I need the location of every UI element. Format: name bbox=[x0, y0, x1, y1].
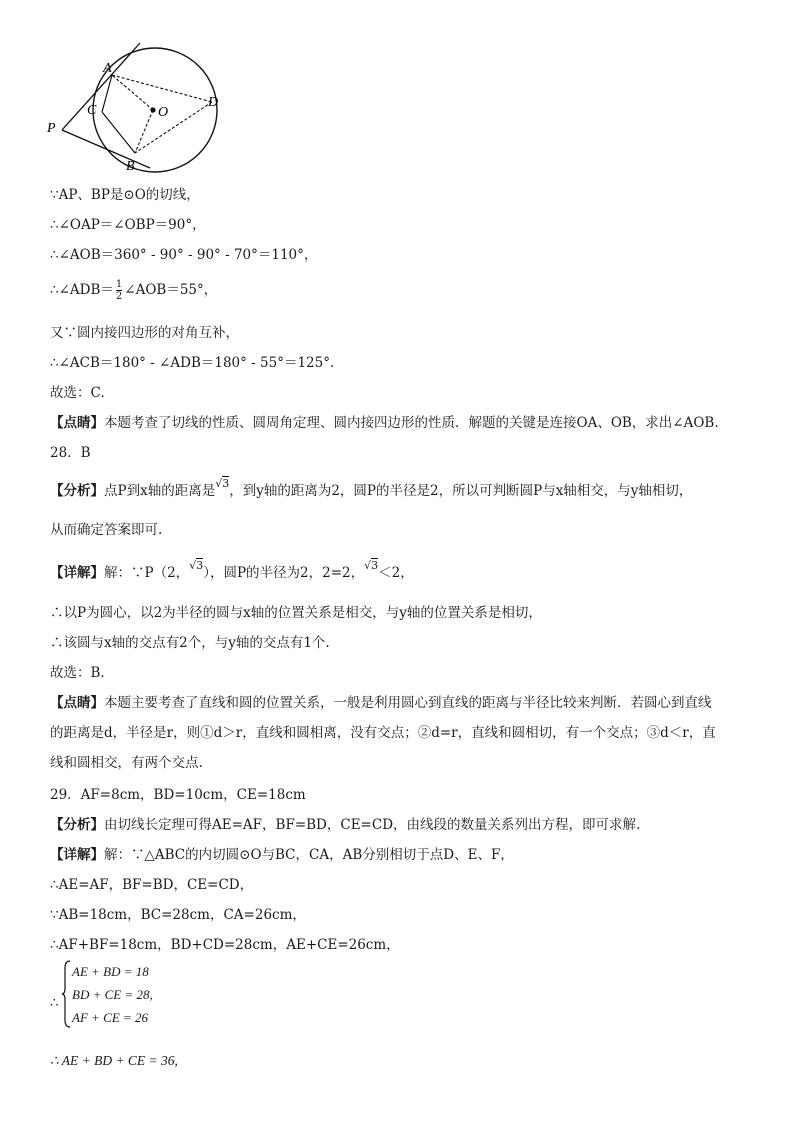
sqrt-radicand: 3 bbox=[196, 559, 204, 572]
sqrt-expression: √3 bbox=[189, 559, 204, 572]
text-segment: ），圆P的半径为2，2=2， bbox=[203, 565, 365, 581]
text-segment: 点P到x轴的距离是 bbox=[104, 483, 216, 499]
text-segment: 解：∵P（2， bbox=[104, 565, 190, 581]
label-a: A bbox=[103, 61, 112, 76]
text-line: ∴∠OAP＝∠OBP＝90°， bbox=[50, 217, 206, 233]
label-c: C bbox=[87, 103, 97, 118]
sqrt-radicand: 3 bbox=[371, 559, 379, 572]
equation-row: BD + CE = 28, bbox=[72, 987, 153, 1002]
label-p: P bbox=[47, 121, 56, 136]
comment-line bbox=[50, 414, 719, 432]
answer-header: 29．AF=8cm，BD=10cm，CE=18cm bbox=[50, 787, 306, 803]
comment-line bbox=[50, 694, 712, 712]
sqrt-radicand: 3 bbox=[222, 477, 230, 490]
tag-xiangjie: 【详解】 bbox=[50, 565, 104, 581]
text-segment: ＜2， bbox=[378, 565, 414, 581]
text-segment: ∠AOB＝55°， bbox=[124, 282, 218, 298]
therefore-symbol: ∴ bbox=[50, 995, 59, 1011]
analysis-line bbox=[50, 477, 693, 501]
fraction bbox=[116, 279, 122, 302]
answer-header: 28．B bbox=[50, 445, 91, 461]
tangent-pa bbox=[62, 43, 140, 130]
tag-dianjing: 【点睛】 bbox=[50, 695, 104, 711]
text-line: ∵AP、BP是⊙O的切线， bbox=[50, 187, 200, 203]
detail-line bbox=[50, 559, 414, 583]
text-line: ∴以P为圆心，以2为半径的圆与x轴的位置关系是相交，与y轴的位置关系是相切， bbox=[50, 605, 542, 621]
tag-fenxi: 【分析】 bbox=[50, 483, 104, 499]
sqrt-expression: √3 bbox=[364, 559, 379, 572]
text-line: ∴AE=AF，BF=BD，CE=CD， bbox=[50, 877, 254, 893]
fraction-numerator: 1 bbox=[115, 279, 123, 290]
text-line: ∴∠AOB＝360° - 90° - 90° - 70°＝110°， bbox=[50, 247, 318, 263]
text-line: 又∵圆内接四边形的对角互补， bbox=[50, 325, 239, 341]
label-d: D bbox=[208, 95, 219, 110]
equation-brace bbox=[62, 960, 72, 1028]
tag-fenxi: 【分析】 bbox=[50, 817, 104, 833]
text-segment: 本题主要考查了直线和圆的位置关系，一般是利用圆心到直线的距离与半径比较来判断．若圆心到直线 bbox=[104, 695, 712, 711]
equation-system bbox=[72, 960, 153, 1029]
text-line: ∵AB=18cm，BC=28cm，CA=26cm， bbox=[50, 907, 306, 923]
text-segment: 本题考查了切线的性质、圆周角定理、圆内接四边形的性质．解题的关键是连接OA、OB，求出∠AOB. bbox=[104, 415, 719, 431]
equation-row: AE + BD = 18 bbox=[72, 964, 149, 979]
text-line: 故选：B. bbox=[50, 665, 105, 681]
text-line: 故选：C. bbox=[50, 385, 105, 401]
text-line-fraction bbox=[50, 279, 217, 302]
text-line: 的距离是d，半径是r，则①d＞r，直线和圆相离，没有交点；②d=r，直线和圆相切，有一个交点；③d＜r，直 bbox=[50, 725, 716, 741]
geometry-figure bbox=[40, 40, 240, 180]
sqrt-expression: √3 bbox=[215, 477, 230, 490]
text-segment: 由切线长定理可得AE=AF，BF=BD，CE=CD，由线段的数量关系列出方程，即可求解. bbox=[104, 817, 641, 833]
label-o: O bbox=[158, 105, 169, 120]
label-b: B bbox=[126, 159, 135, 174]
fraction-denominator: 2 bbox=[115, 291, 123, 302]
detail-line bbox=[50, 846, 514, 864]
center-point bbox=[150, 107, 155, 112]
equation-row: AF + CE = 26 bbox=[72, 1010, 149, 1025]
text-segment: ，到y轴的距离为2，圆P的半径是2，所以可判断圆P与x轴相交，与y轴相切， bbox=[229, 483, 693, 499]
text-segment: 解：∵△ABC的内切圆⊙O与BC，CA，AB分别相切于点D、E、F， bbox=[104, 847, 514, 863]
text-line: ∴ AE + BD + CE = 36, bbox=[50, 1053, 178, 1068]
text-line: 从而确定答案即可. bbox=[50, 522, 163, 538]
text-segment: ∴∠ADB＝ bbox=[50, 282, 114, 298]
text-line: ∴∠ACB＝180° - ∠ADB＝180° - 55°＝125°. bbox=[50, 355, 335, 371]
text-line: 线和圆相交，有两个交点. bbox=[50, 755, 203, 771]
chord-db bbox=[135, 102, 212, 153]
text-line: ∴AF+BF=18cm，BD+CD=28cm，AE+CE=26cm， bbox=[50, 937, 400, 953]
chord-cb bbox=[102, 112, 135, 153]
tag-dianjing: 【点睛】 bbox=[50, 415, 104, 431]
analysis-line bbox=[50, 816, 640, 834]
chord-ad bbox=[112, 75, 212, 102]
tag-xiangjie: 【详解】 bbox=[50, 847, 104, 863]
text-line: ∴该圆与x轴的交点有2个，与y轴的交点有1个. bbox=[50, 635, 330, 651]
